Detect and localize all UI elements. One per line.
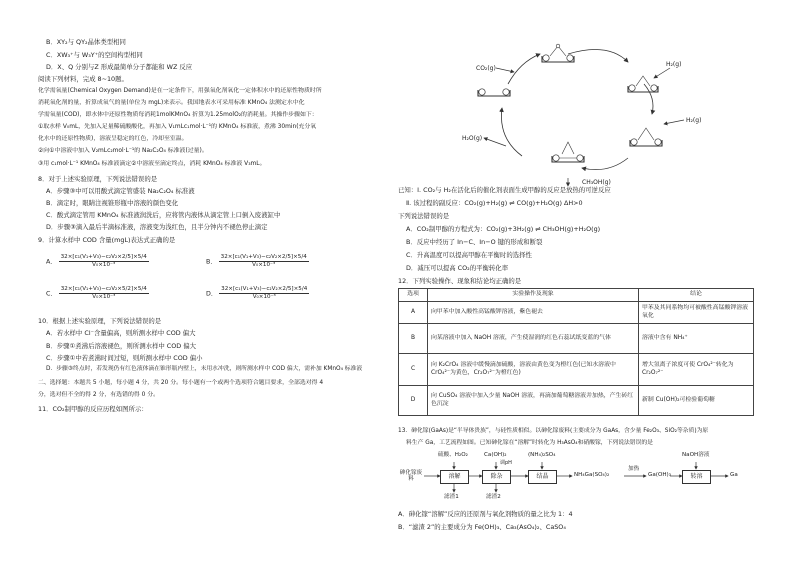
- q9-option-a: [46, 254, 149, 269]
- table-cell: 增大氢离子浓度可使 CrO₄²⁻转化为 Cr₂O₇²⁻: [639, 354, 754, 386]
- ch3oh-label: CH₃OH(g): [582, 179, 611, 186]
- q7-option-c: C．XW₃⁺与 W₃Y⁺的空间构型相同: [46, 51, 143, 59]
- q9-c-fraction: [59, 286, 149, 301]
- q8-option-a: A．步骤③中可以用酸式滴定管盛装 Na₂C₂O₄ 标准液: [46, 187, 195, 195]
- table-cell: 甲苯及其同系物均可被酸性高锰酸钾溶液氧化: [639, 302, 754, 324]
- table-row: [399, 302, 754, 324]
- q9-stem: 9．计算水样中 COD 含量(mgL)表达式正确的是: [38, 236, 176, 244]
- flow-residue-2: 滤渣2: [486, 494, 501, 500]
- q9-b-numerator: 32×[c₁(V₁+V₃)−c₂V₂×2/5]×5/4: [220, 254, 307, 260]
- flow-product-1: NH₄Ga(SO₄)₂: [574, 472, 610, 478]
- q13-stem-1: 13．砷化镓(GaAs)是“半导体贵族”，与硅性质相似。以砷化镓废料(主要成分为 GaAs，含少量 Fe₂O₃、SiO₂等杂质)为原: [398, 428, 709, 434]
- q9-b-label: B．: [206, 258, 217, 266]
- q10-stem: 10．根据上述实验原理，下列说法错误的是: [38, 317, 162, 325]
- q9-a-fraction: [59, 254, 149, 269]
- catalyst-state-right-top: [628, 76, 658, 92]
- passage-line: 化学需氧量(Chemical Oxygen Demand)是在一定条件下，用强氧化剂氧化一定体积水中的还原性物质时所: [38, 88, 322, 94]
- q11-given-2: Ⅱ. 该过程的副反应：CO₂(g)+H₂(g) ⇌ CO(g)+H₂O(g) ΔH>0: [406, 199, 583, 207]
- flow-reagent-3: (NH₄)₂SO₄: [528, 452, 556, 458]
- passage-line: ②向①中溶液中加入 V₂mLc₂mol·L⁻¹的 Na₂C₂O₄ 标准液(过量)。: [38, 148, 208, 154]
- passage-line: 化水中的还原性物质)，溶液呈稳定的红色，冷却至室温。: [38, 136, 188, 142]
- q7-option-d: D．X、Q 分别与Z 形成最简单分子都能和 WZ 反应: [46, 63, 193, 71]
- q10-option-a: A．若水样中 Cl⁻含量偏高，则所测水样中 COD 偏大: [46, 329, 196, 337]
- table-row: [399, 386, 754, 416]
- table-cell: B: [399, 324, 428, 354]
- catalyst-state-left: [478, 89, 510, 96]
- q11-question: 下列说法错误的是: [398, 212, 450, 220]
- q9-d-label: D．: [206, 290, 218, 298]
- table-cell: 向 K₂CrO₄ 溶液中缓慢滴加硫酸，溶液由黄色变为橙红色(已知水溶液中 CrO₄²⁻为黄色，Cr₂O₇²⁻为橙红色): [428, 354, 639, 386]
- q12-stem: 12．下列实验操作、现象和结论均正确的是: [398, 277, 522, 285]
- q13-option-a: A．砷化镓“溶解”反应的还原剂与氧化剂物质的量之比为 1：4: [398, 510, 573, 518]
- table-cell: 溶液中含有 NH₄⁺: [639, 324, 754, 354]
- h2-label-top: H₂(g): [666, 61, 682, 68]
- q12-table: [398, 288, 754, 416]
- section-2-heading: 分，选对但不全的得 2 分，有选错的得 0 分。: [38, 392, 160, 398]
- table-cell: C: [399, 354, 428, 386]
- table-row: [399, 354, 754, 386]
- flow-residue-1: 滤渣1: [444, 494, 459, 500]
- q9-a-label: A．: [46, 258, 57, 266]
- q9-c-label: C．: [46, 290, 57, 298]
- table-header-row: [399, 289, 754, 302]
- co2-label: CO₂(g): [476, 65, 496, 72]
- q9-a-denominator: V₀×10⁻³: [92, 261, 116, 268]
- q9-c-numerator: 32×[c₁(V₁+V₃)−c₂V₂×5/2]×5/4: [60, 286, 147, 292]
- flow-step-crystallize: 结晶: [528, 470, 557, 484]
- catalyst-state-bottom: [552, 142, 584, 162]
- flow-reagent-5: NaOH溶液: [682, 452, 710, 458]
- q7-option-b: B．XY₂与 QY₂晶体类型相同: [46, 38, 126, 46]
- table-cell: A: [399, 302, 428, 324]
- flow-step-redissolve: 转溶: [682, 470, 711, 484]
- q8-option-b: B．滴定时，眼睛注视锥形瓶中溶液的颜色变化: [46, 199, 179, 207]
- q9-d-fraction: [219, 286, 309, 301]
- q11-option-b: B．反应中经历了 In−C、In−O 键的形成和断裂: [406, 238, 543, 246]
- q11-stem: 11．CO₂制甲醇的反应历程如图所示：: [38, 405, 148, 413]
- q11-option-d: D．减压可以提高 CO₂的平衡转化率: [406, 264, 509, 272]
- flow-reagent-2: Ca(OH)₂: [484, 452, 507, 458]
- flow-feed: 砷化镓废料: [399, 470, 423, 483]
- flow-reagent-2b: 调pH: [500, 460, 512, 466]
- passage-line: 学需氧量(COD)，即水体中还原性物质每消耗1molKMnO₄ 折算为1.25molO₂的消耗量。其操作步骤如下：: [38, 112, 318, 118]
- q13-stem-2: 料生产 Ga，工艺流程如图。已知砷化镓在“溶解”时转化为 H₃AsO₄和硝酸镓，下列说法错误的是: [406, 440, 653, 446]
- flow-product-2: Ga(OH)₃: [648, 472, 671, 478]
- q9-option-c: [46, 286, 149, 301]
- table-cell: 新制 Cu(OH)₂可检验葡萄糖: [639, 386, 754, 416]
- passage-line: ①取水样 V₀mL，先加入足量稀硫酸酸化，再加入 V₁mLc₁mol·L⁻¹的 KMnO₄ 标准液，煮沸 30min(充分氧: [38, 124, 317, 130]
- section-2-heading: 二、选择题：本题共 5 小题，每小题 4 分，共 20 分。每小题有一个或两个选项符合题目要求，全部选对得 4: [38, 380, 324, 386]
- h2o-label: H₂O(g): [462, 135, 483, 142]
- table-cell: D: [399, 386, 428, 416]
- table-cell: 向甲苯中加入酸性高锰酸钾溶液，紫色褪去: [428, 302, 639, 324]
- q10-option-c: C．步骤①中若煮沸时间过短，则所测水样中 COD 偏小: [46, 354, 203, 362]
- passage-line: 消耗氧化剂的量，折算成氧气的量(单位为 mgL)来表示。我国地表水可采用标准 KMnO₄ 法测定水中化: [38, 100, 305, 106]
- q9-option-b: [206, 254, 309, 269]
- table-header: 实验操作及现象: [428, 289, 639, 302]
- q9-c-denominator: V₀×10⁻³: [92, 293, 116, 300]
- q10-option-b: B．步骤①煮沸后溶液褪色，则所测水样中 COD 偏大: [46, 342, 197, 350]
- flow-reagent-1: 硫酸、H₂O₂: [438, 452, 468, 458]
- q8-stem: 8．对于上述实验原理，下列说法错误的是: [38, 175, 158, 183]
- q9-a-numerator: 32×[c₁(V₁+V₃)−c₂V₂×2/5]×5/4: [60, 254, 147, 260]
- q9-d-denominator: V₀×10⁻³: [252, 293, 276, 300]
- reaction-cycle-diagram: [458, 28, 718, 188]
- table-cell: 向 CuSO₄ 溶液中加入少量 NaOH 溶液，再滴加葡萄糖溶液并加热，产生砖红色沉淀: [428, 386, 639, 416]
- table-row: [399, 324, 754, 354]
- table-cell: 向某溶液中加入 NaOH 溶液，产生使湿润的红色石蕊试纸变蓝的气体: [428, 324, 639, 354]
- passage-intro: 阅读下列材料，完成 8~10题。: [38, 75, 128, 83]
- q10-option-d: D．步骤③终点时，若发现仍有红色液体滴在锥形瓶内壁上，未用水冲洗，则所测水样中 COD 偏大，需补加 KMnO₄ 标准液: [46, 366, 363, 372]
- flow-product-3: Ga: [730, 472, 738, 478]
- passage-line: ③用 c₁mol·L⁻¹ KMnO₄ 标准液滴定②中溶液至滴定终点，消耗 KMnO₄ 标准液 V₃mL。: [38, 161, 266, 167]
- flow-step-dissolve: 溶解: [440, 470, 469, 484]
- q8-option-d: D．步骤③滴入最后半滴标准液，溶液变为浅红色，且半分钟内不褪色停止滴定: [46, 223, 268, 231]
- q13-option-b: B．“滤渣 2”的主要成分为 Fe(OH)₃、Ca₃(AsO₄)₂、CaSO₄: [398, 523, 566, 531]
- q11-option-a: A．CO₂制甲醇的方程式为：CO₂(g)+3H₂(g) ⇌ CH₃OH(g)+H₂O(g): [406, 225, 601, 233]
- q9-b-denominator: V₀×10⁻³: [252, 261, 276, 268]
- flow-reagent-4: 加热: [628, 466, 640, 472]
- catalyst-state-top: [542, 44, 574, 62]
- table-header: 选项: [399, 289, 428, 302]
- q9-b-fraction: [219, 254, 309, 269]
- catalyst-state-right-bottom: [630, 128, 662, 146]
- q11-given-1: 已知：Ⅰ. CO₂与 H₂在活化后的催化剂表面生成甲醇的反应是放热的可逆反应: [398, 186, 611, 194]
- q9-d-numerator: 32×[c₁(V₁+V₃)−c₂V₂×2/5]×5/4: [221, 286, 308, 292]
- q9-option-d: [206, 286, 309, 301]
- q11-option-c: C．升高温度可以提高甲醇在平衡时的选择性: [406, 251, 532, 259]
- table-header: 结论: [639, 289, 754, 302]
- h2-label-right: H₂(g): [686, 117, 702, 124]
- flow-step-impurity-removal: 除杂: [482, 470, 511, 484]
- q8-option-c: C．酸式滴定管用 KMnO₄ 标准液润洗后，应将管内液体从滴定管上口倒入废液缸中: [46, 211, 281, 219]
